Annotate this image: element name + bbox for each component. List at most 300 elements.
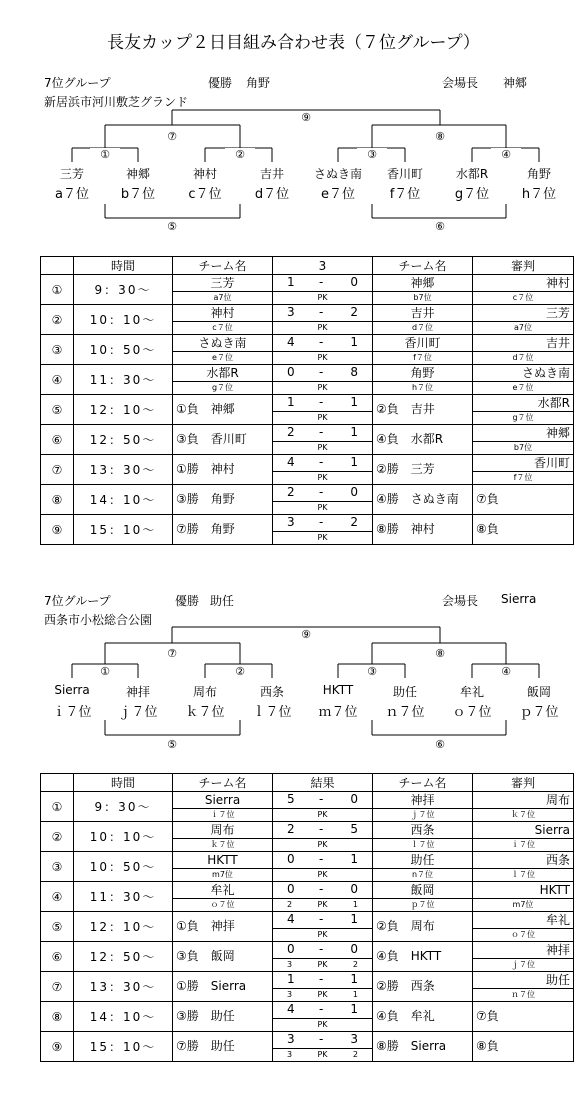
prior-result: ②負 xyxy=(376,402,399,416)
team-seed: d７位 xyxy=(254,187,290,202)
pk-label: PK xyxy=(317,930,328,939)
team-name: Sierra xyxy=(54,683,90,697)
score-b: 2 xyxy=(350,515,358,529)
team-seed: ｌ７位 xyxy=(252,705,292,720)
score-b: 0 xyxy=(350,275,358,289)
match-time: 10：10～ xyxy=(74,822,173,852)
header-result: 3 xyxy=(273,257,373,275)
chair-name: 神郷 xyxy=(503,76,528,90)
team-a-seed: m7位 xyxy=(212,870,233,879)
match-time: 13：30～ xyxy=(74,972,173,1002)
team-seed: h７位 xyxy=(521,187,557,202)
team-b-cell xyxy=(373,852,473,882)
referee-name: ⑦負 xyxy=(476,492,499,506)
match-number: ④ xyxy=(41,882,74,912)
match-number: ④ xyxy=(41,365,74,395)
score-dash: - xyxy=(319,425,324,439)
score-a: 4 xyxy=(287,1002,295,1016)
pk-label: PK xyxy=(317,990,328,999)
referee-name: 神村 xyxy=(545,276,570,290)
score-b: 8 xyxy=(350,365,358,379)
prior-result: ①負 xyxy=(176,402,199,416)
header-time: 時間 xyxy=(74,774,173,792)
score-dash: - xyxy=(319,395,324,409)
team-name: 神拝 xyxy=(125,685,150,699)
match-time: 12：50～ xyxy=(74,425,173,455)
pk-label: PK xyxy=(317,960,328,969)
header-time: 時間 xyxy=(74,257,173,275)
pk-score-a: 3 xyxy=(287,990,293,999)
team-a-name: 神村 xyxy=(210,462,235,476)
score-a: 4 xyxy=(287,912,295,926)
referee-seed: m7位 xyxy=(512,900,534,909)
referee-seed: a7位 xyxy=(514,323,532,332)
score-cell xyxy=(273,912,373,942)
prior-result: ③負 xyxy=(176,432,199,446)
prior-result: ②勝 xyxy=(376,462,399,476)
score-dash: - xyxy=(319,882,324,896)
match-number: ⑤ xyxy=(41,912,74,942)
pk-label: PK xyxy=(317,1020,328,1029)
team-seed: ｍ７位 xyxy=(318,705,358,720)
pk-score-b: 2 xyxy=(352,1050,358,1059)
team-name: 飯岡 xyxy=(526,685,551,699)
team-seed: a７位 xyxy=(55,187,89,202)
team-b-name: 神郷 xyxy=(410,276,435,290)
winner-label: 優勝 xyxy=(208,76,233,90)
prior-result: ⑧勝 xyxy=(376,522,399,536)
match-number: ③ xyxy=(41,335,74,365)
team-seed: ｊ７位 xyxy=(118,705,158,720)
referee-seed: d７位 xyxy=(512,353,534,362)
match-time: 10：50～ xyxy=(74,335,173,365)
schedule-table xyxy=(40,773,574,1062)
team-name: 助任 xyxy=(392,685,417,699)
match-number: ⑦ xyxy=(41,455,74,485)
prior-result: ③勝 xyxy=(176,492,199,506)
team-b-seed: f７位 xyxy=(413,353,432,362)
score-b: 1 xyxy=(350,425,358,439)
team-b-cell xyxy=(373,972,473,1002)
referee-seed: c７位 xyxy=(512,293,534,302)
team-seed: c７位 xyxy=(188,187,222,202)
team-b-cell xyxy=(373,792,473,822)
referee-seed: ｋ７位 xyxy=(511,810,535,819)
team-b-name: 角野 xyxy=(410,366,435,380)
score-b: 1 xyxy=(350,972,358,986)
team-b-name: 神村 xyxy=(410,522,435,536)
match-time: 10：50～ xyxy=(74,852,173,882)
score-cell xyxy=(273,1032,373,1062)
referee-cell xyxy=(473,822,574,852)
score-a: 3 xyxy=(287,305,295,319)
team-a-seed: ｏ７位 xyxy=(210,900,235,909)
bracket-match-5: ⑤ xyxy=(157,738,187,752)
team-name: 周布 xyxy=(192,685,217,699)
bracket-match-4: ④ xyxy=(491,148,521,162)
pk-label: PK xyxy=(317,443,328,452)
header-team-a: チーム名 xyxy=(173,257,273,275)
score-dash: - xyxy=(319,1002,324,1016)
prior-result: ①勝 xyxy=(176,462,199,476)
team-seed: b７位 xyxy=(120,187,156,202)
team-a-name: 角野 xyxy=(210,522,235,536)
pk-label: PK xyxy=(317,413,328,422)
prior-result: ⑦勝 xyxy=(176,522,199,536)
team-b-name: さぬき南 xyxy=(410,492,459,506)
team-a-name: Sierra xyxy=(204,793,241,807)
score-a: 1 xyxy=(287,395,295,409)
match-number: ⑦ xyxy=(41,972,74,1002)
pk-score-a: 2 xyxy=(287,900,293,909)
team-b-cell xyxy=(373,822,473,852)
referee-name: さぬき南 xyxy=(521,366,570,380)
team-a-name: 三芳 xyxy=(210,276,235,290)
referee-name: 牟礼 xyxy=(545,913,570,927)
header-referee: 審判 xyxy=(473,257,574,275)
referee-seed: ｌ７位 xyxy=(511,870,535,879)
team-a-name: 神拝 xyxy=(210,919,235,933)
score-cell xyxy=(273,1002,373,1032)
score-cell xyxy=(273,942,373,972)
team-a-name: 飯岡 xyxy=(210,949,235,963)
team-name: 香川町 xyxy=(386,167,423,181)
referee-seed: ｏ７位 xyxy=(511,930,535,939)
match-number: ⑧ xyxy=(41,1002,74,1032)
pk-label: PK xyxy=(317,870,328,879)
bracket-match-2: ② xyxy=(225,148,255,162)
bracket-match-9: ⑨ xyxy=(291,628,321,642)
chair-label: 会場長 xyxy=(442,594,479,608)
score-b: 3 xyxy=(350,1032,358,1046)
table-row xyxy=(41,912,574,942)
team-a-seed: g７位 xyxy=(211,383,234,392)
prior-result: ④負 xyxy=(376,1009,399,1023)
bracket-match-5: ⑤ xyxy=(157,220,187,234)
score-a: 2 xyxy=(287,485,295,499)
header-team-a: チーム名 xyxy=(173,774,273,792)
pk-label: PK xyxy=(317,810,328,819)
team-b-name: 牟礼 xyxy=(410,1009,435,1023)
match-time: 11：30～ xyxy=(74,882,173,912)
score-b: 0 xyxy=(350,485,358,499)
team-name: 吉井 xyxy=(259,167,284,181)
bracket-match-6: ⑥ xyxy=(425,220,455,234)
team-seed: e７位 xyxy=(321,187,355,202)
prior-result: ③負 xyxy=(176,949,199,963)
referee-cell xyxy=(473,972,574,1002)
score-dash: - xyxy=(319,515,324,529)
team-b-name: 神拝 xyxy=(410,793,435,807)
team-a-name: 牟礼 xyxy=(210,883,235,897)
bracket-match-7: ⑦ xyxy=(157,130,187,144)
score-a: 2 xyxy=(287,822,295,836)
referee-seed: ｉ７位 xyxy=(511,840,535,849)
team-b-seed: ｊ７位 xyxy=(410,810,435,819)
match-time: 11：30～ xyxy=(74,365,173,395)
score-b: 0 xyxy=(350,882,358,896)
referee-cell xyxy=(473,942,574,972)
referee-name: 吉井 xyxy=(545,336,570,350)
team-b-name: 三芳 xyxy=(410,462,435,476)
team-b-seed: n７位 xyxy=(411,870,434,879)
score-dash: - xyxy=(319,852,324,866)
score-a: 0 xyxy=(287,882,295,896)
team-b-cell xyxy=(373,882,473,912)
team-b-name: 水都R xyxy=(410,432,444,446)
match-number: ② xyxy=(41,822,74,852)
pk-label: PK xyxy=(317,503,328,512)
score-a: 5 xyxy=(287,792,295,806)
score-cell xyxy=(273,822,373,852)
team-a-cell xyxy=(173,822,273,852)
team-seed: ｐ７位 xyxy=(519,705,559,720)
pk-label: PK xyxy=(317,323,328,332)
score-dash: - xyxy=(319,822,324,836)
match-number: ⑨ xyxy=(41,515,74,545)
prior-result: ④負 xyxy=(376,949,399,963)
score-dash: - xyxy=(319,1032,324,1046)
team-a-cell xyxy=(173,1032,273,1062)
score-dash: - xyxy=(319,792,324,806)
score-b: 0 xyxy=(350,942,358,956)
score-cell xyxy=(273,882,373,912)
prior-result: ①負 xyxy=(176,919,199,933)
referee-cell xyxy=(473,1002,574,1032)
referee-name: Sierra xyxy=(534,823,570,837)
match-time: 12：10～ xyxy=(74,395,173,425)
score-b: 1 xyxy=(350,455,358,469)
team-b-seed: h７位 xyxy=(411,383,434,392)
team-a-name: 角野 xyxy=(210,492,235,506)
referee-name: 水都R xyxy=(537,396,570,410)
match-time: 12：50～ xyxy=(74,942,173,972)
team-a-name: 神村 xyxy=(210,306,235,320)
prior-result: ①勝 xyxy=(176,979,199,993)
pk-score-b: 2 xyxy=(352,960,358,969)
referee-name: ⑦負 xyxy=(476,1009,499,1023)
header-referee: 審判 xyxy=(473,774,574,792)
match-time: 9：30～ xyxy=(74,275,173,305)
score-dash: - xyxy=(319,485,324,499)
team-a-cell xyxy=(173,942,273,972)
team-name: 水都R xyxy=(455,167,489,181)
page-title: 長友カップ２日目組み合わせ表（７位グループ） xyxy=(107,33,480,53)
referee-name: ⑧負 xyxy=(476,522,499,536)
team-a-cell xyxy=(173,882,273,912)
team-b-name: Sierra xyxy=(410,1039,447,1053)
team-b-seed: d７位 xyxy=(411,323,434,332)
referee-seed: ｊ７位 xyxy=(511,960,535,969)
prior-result: ④勝 xyxy=(376,492,399,506)
pk-label: PK xyxy=(317,293,328,302)
team-name: 西条 xyxy=(259,685,284,699)
team-a-cell xyxy=(173,792,273,822)
match-time: 15：10～ xyxy=(74,1032,173,1062)
match-number: ⑧ xyxy=(41,485,74,515)
team-name: 神村 xyxy=(192,167,217,181)
prior-result: ②勝 xyxy=(376,979,399,993)
referee-name: 香川町 xyxy=(533,456,570,470)
score-a: 3 xyxy=(287,515,295,529)
referee-name: HKTT xyxy=(539,883,570,897)
team-b-cell xyxy=(373,912,473,942)
match-number: ⑥ xyxy=(41,425,74,455)
match-number: ⑤ xyxy=(41,395,74,425)
bracket-match-3: ③ xyxy=(357,148,387,162)
match-time: 13：30～ xyxy=(74,455,173,485)
team-a-cell xyxy=(173,852,273,882)
team-a-name: さぬき南 xyxy=(198,336,247,350)
team-b-cell xyxy=(373,942,473,972)
match-number: ② xyxy=(41,305,74,335)
bracket-match-9: ⑨ xyxy=(291,111,321,125)
team-seed: ｏ７位 xyxy=(452,705,492,720)
score-a: 0 xyxy=(287,942,295,956)
match-time: 9：30～ xyxy=(74,792,173,822)
team-a-seed: c７位 xyxy=(212,323,233,332)
score-b: 1 xyxy=(350,912,358,926)
team-name: 三芳 xyxy=(59,167,84,181)
match-number: ⑥ xyxy=(41,942,74,972)
team-b-cell xyxy=(373,1002,473,1032)
header-team-b: チーム名 xyxy=(373,257,473,275)
header-no xyxy=(41,774,74,792)
team-b-name: 吉井 xyxy=(410,306,435,320)
team-a-name: 水都R xyxy=(206,366,239,380)
team-seed: g７位 xyxy=(454,187,490,202)
team-seed: ｎ７位 xyxy=(385,705,425,720)
team-seed: f７位 xyxy=(389,187,421,202)
bracket-match-4: ④ xyxy=(491,665,521,679)
team-b-name: 西条 xyxy=(410,979,435,993)
bracket-match-3: ③ xyxy=(357,665,387,679)
table-row xyxy=(41,942,574,972)
match-time: 10：10～ xyxy=(74,305,173,335)
bracket-match-7: ⑦ xyxy=(157,647,187,661)
team-seed: ｉ７位 xyxy=(52,705,92,720)
team-a-name: Sierra xyxy=(210,979,247,993)
team-b-name: 香川町 xyxy=(404,336,441,350)
team-name: 神郷 xyxy=(125,167,150,181)
group-label: 7位グループ xyxy=(44,594,111,608)
referee-name: 神郷 xyxy=(545,426,570,440)
score-a: 0 xyxy=(287,852,295,866)
score-a: 3 xyxy=(287,1032,295,1046)
header-result: 結果 xyxy=(273,774,373,792)
winner-name: 角野 xyxy=(246,76,271,90)
team-a-name: HKTT xyxy=(207,853,238,867)
referee-name: 助任 xyxy=(545,973,570,987)
prior-result: ⑧勝 xyxy=(376,1039,399,1053)
bracket-match-2: ② xyxy=(225,665,255,679)
team-a-cell xyxy=(173,1002,273,1032)
score-a: 4 xyxy=(287,455,295,469)
team-a-name: 助任 xyxy=(210,1009,235,1023)
referee-seed: e７位 xyxy=(512,383,534,392)
winner-label: 優勝 xyxy=(175,594,200,608)
table-row xyxy=(41,852,574,882)
referee-seed: b7位 xyxy=(513,443,533,452)
score-b: 0 xyxy=(350,792,358,806)
team-a-name: 周布 xyxy=(210,823,235,837)
team-seed: ｋ７位 xyxy=(185,705,225,720)
table-row xyxy=(41,822,574,852)
team-a-seed: e７位 xyxy=(212,353,233,362)
score-cell xyxy=(273,852,373,882)
team-b-name: 西条 xyxy=(410,823,435,837)
referee-name: ⑧負 xyxy=(476,1039,499,1053)
team-b-seed: ｌ７位 xyxy=(410,840,435,849)
score-b: 5 xyxy=(350,822,358,836)
referee-seed: f７位 xyxy=(513,473,533,482)
team-a-seed: a7位 xyxy=(213,293,232,302)
chair-label: 会場長 xyxy=(442,76,479,90)
pk-label: PK xyxy=(317,353,328,362)
referee-name: 西条 xyxy=(545,853,570,867)
group-label: 7位グループ xyxy=(44,76,111,90)
bracket-match-1: ① xyxy=(90,148,120,162)
pk-label: PK xyxy=(317,473,328,482)
score-cell xyxy=(273,792,373,822)
match-time: 14：10～ xyxy=(74,1002,173,1032)
score-dash: - xyxy=(319,942,324,956)
team-a-seed: ｉ７位 xyxy=(210,810,235,819)
score-b: 1 xyxy=(350,1002,358,1016)
score-b: 1 xyxy=(350,335,358,349)
team-a-name: 助任 xyxy=(210,1039,235,1053)
match-time: 14：10～ xyxy=(74,485,173,515)
referee-cell xyxy=(473,792,574,822)
score-dash: - xyxy=(319,365,324,379)
venue: 西条市小松総合公園 xyxy=(44,613,153,627)
chair-name: Sierra xyxy=(501,592,537,606)
prior-result: ⑦勝 xyxy=(176,1039,199,1053)
score-b: 1 xyxy=(350,852,358,866)
team-name: HKTT xyxy=(322,683,354,697)
score-a: 4 xyxy=(287,335,295,349)
team-name: 角野 xyxy=(526,167,551,181)
referee-seed: g７位 xyxy=(512,413,534,422)
team-name: さぬき南 xyxy=(313,167,362,181)
pk-score-a: 3 xyxy=(287,960,293,969)
team-a-cell xyxy=(173,972,273,1002)
match-number: ① xyxy=(41,792,74,822)
referee-name: 神拝 xyxy=(545,943,570,957)
score-dash: - xyxy=(319,275,324,289)
referee-cell xyxy=(473,912,574,942)
match-time: 15：10～ xyxy=(74,515,173,545)
pk-label: PK xyxy=(317,840,328,849)
pk-label: PK xyxy=(317,383,328,392)
pk-score-b: 1 xyxy=(352,990,358,999)
score-b: 1 xyxy=(350,395,358,409)
score-a: 2 xyxy=(287,425,295,439)
team-b-name: 吉井 xyxy=(410,402,435,416)
match-time: 12：10～ xyxy=(74,912,173,942)
score-dash: - xyxy=(319,305,324,319)
score-dash: - xyxy=(319,912,324,926)
team-name: 牟礼 xyxy=(459,685,484,699)
pk-label: PK xyxy=(317,900,328,909)
score-b: 2 xyxy=(350,305,358,319)
team-b-cell xyxy=(373,1032,473,1062)
pk-score-a: 3 xyxy=(287,1050,293,1059)
bracket-match-8: ⑧ xyxy=(425,130,455,144)
score-dash: - xyxy=(319,455,324,469)
bracket-match-6: ⑥ xyxy=(425,738,455,752)
match-number: ③ xyxy=(41,852,74,882)
